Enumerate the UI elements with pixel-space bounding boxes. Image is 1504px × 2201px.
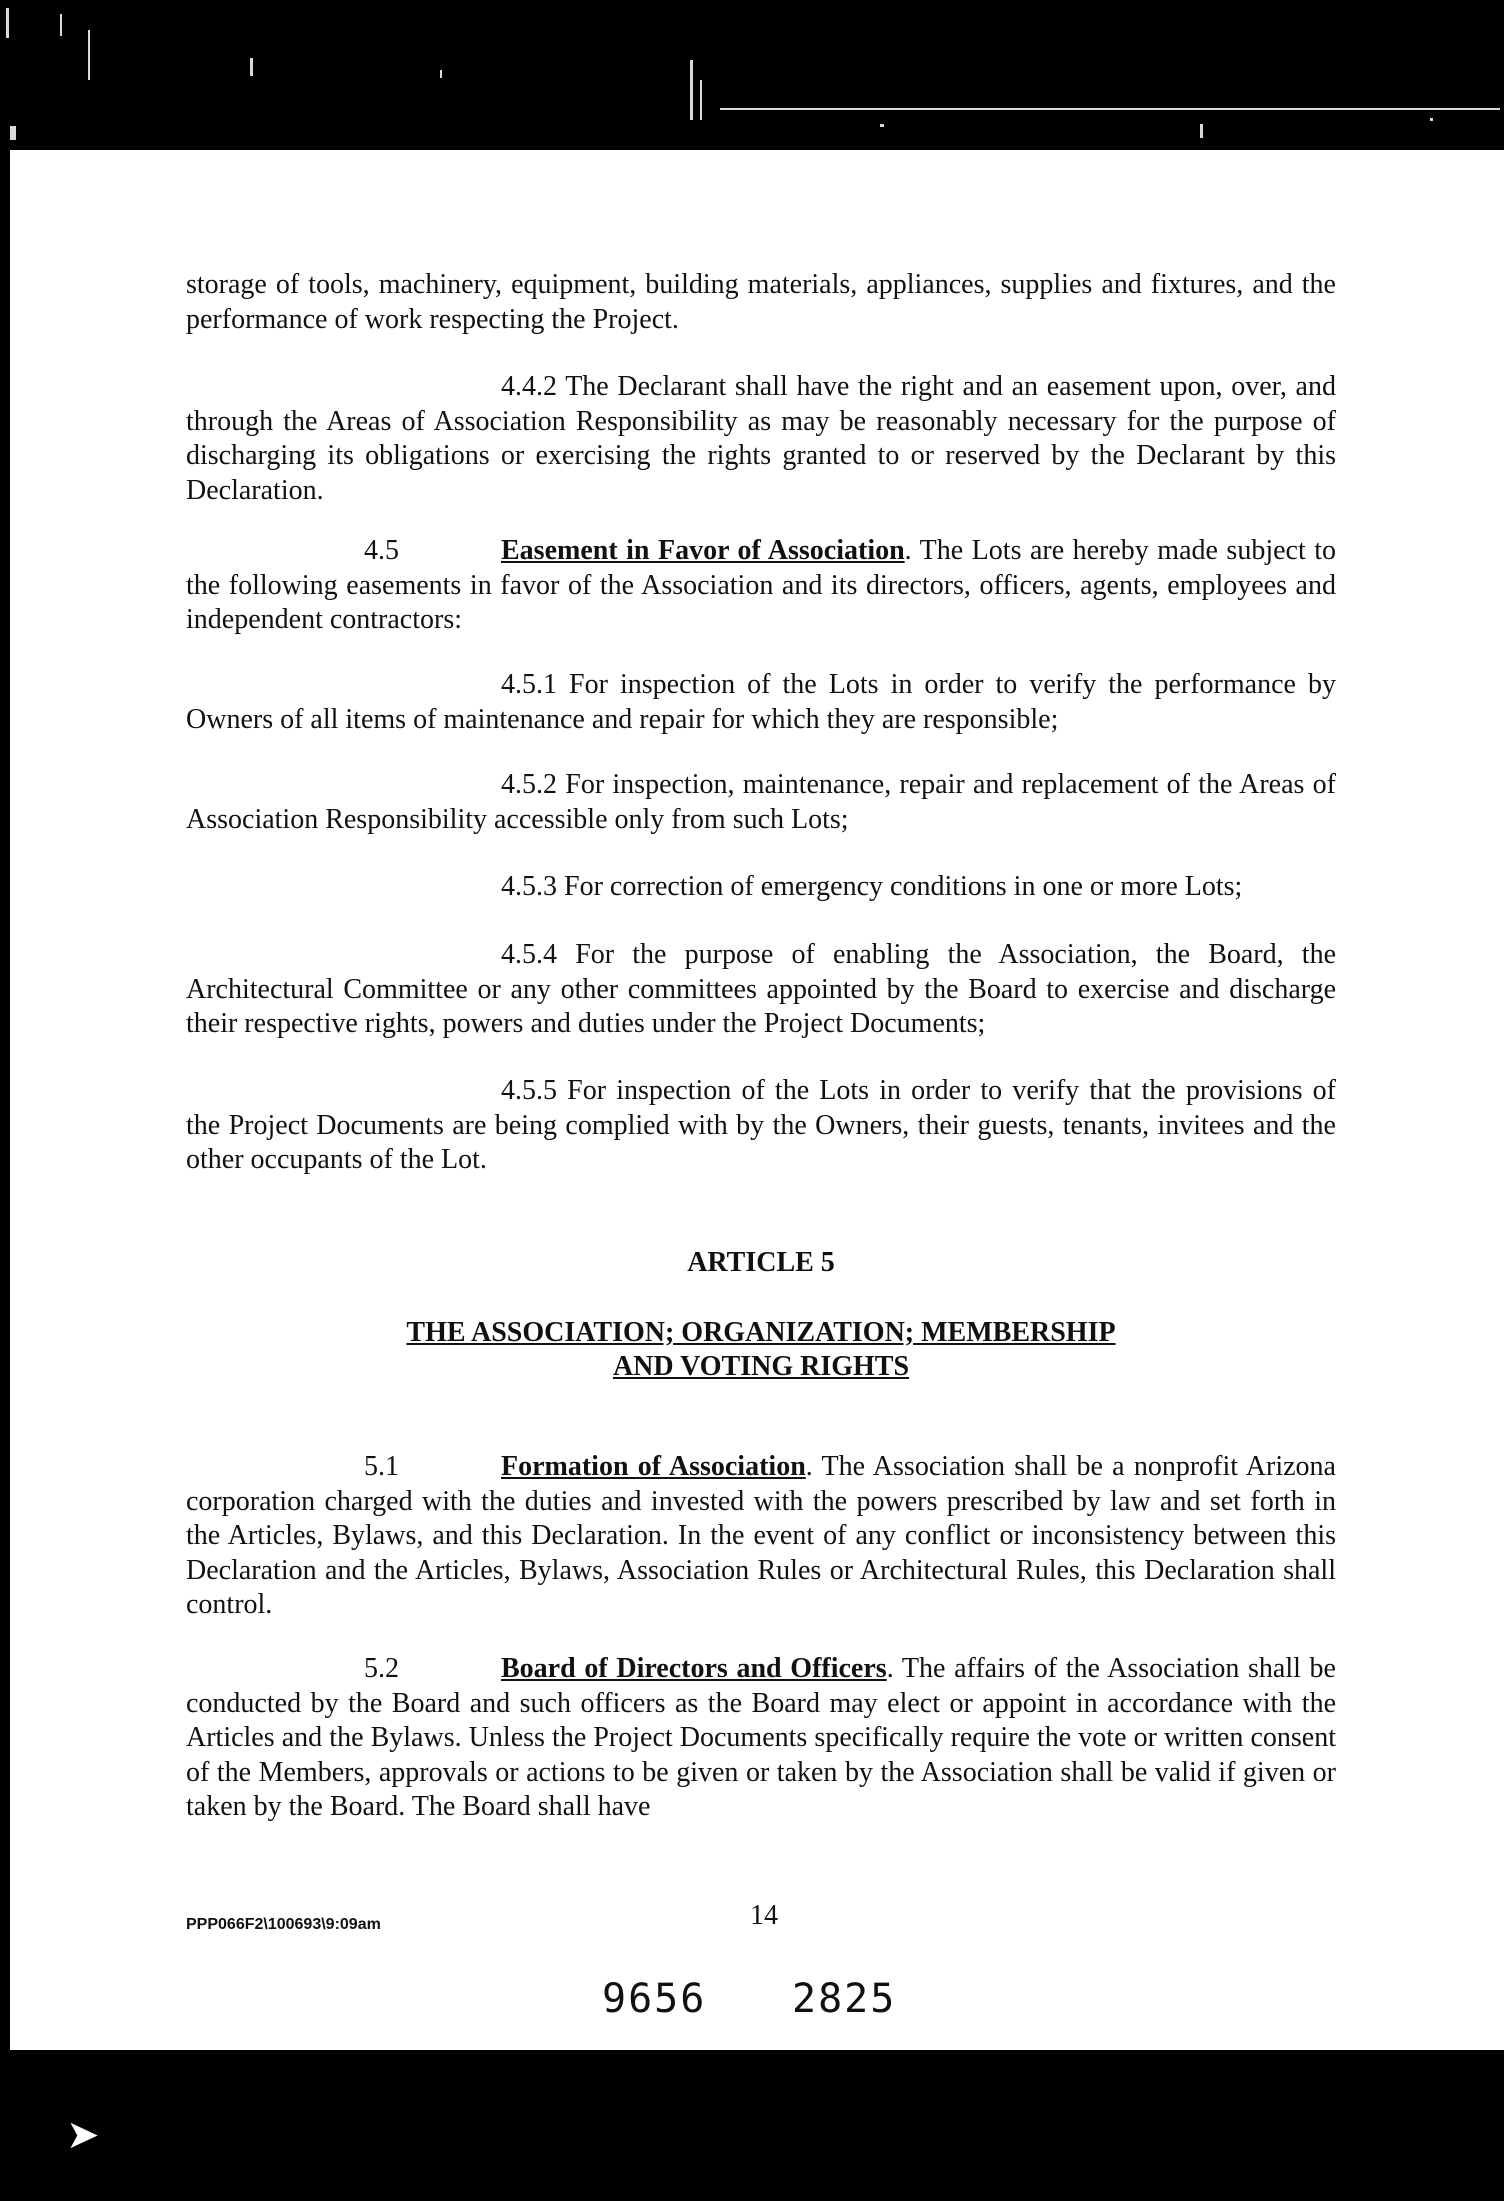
paragraph-4-4-2: 4.4.2 The Declarant shall have the right and an easement upon, over, and through the Areas of Association Responsibility as may be reasonably necessary for the purpose of discharging its obligations or exercising the rights granted to or reserved by the Declarant by this Declaration. <box>186 371 1336 506</box>
section-number: 5.2 <box>364 1653 399 1684</box>
section-number: 4.5.5 <box>501 1075 557 1106</box>
paragraph-4-5-2: 4.5.2 For inspection, maintenance, repair and replacement of the Areas of Association Responsibility accessible only from such Lots; <box>186 769 1336 835</box>
document-code: PPP066F2\100693\9:09am <box>186 1916 381 1933</box>
section-number: 4.5.4 <box>501 939 557 970</box>
scan-speck <box>700 80 702 120</box>
scan-speck <box>720 108 1500 110</box>
scan-speck <box>440 70 442 78</box>
stamp-number-left: 9656 <box>602 1976 707 2022</box>
section-number: 4.5.3 <box>501 871 557 902</box>
section-4-5: 4.5 Easement in Favor of Association. The Lots are hereby made subject to the following easements in favor of the Association and its directors, officers, agents, employees and independent contractors: <box>186 535 1337 635</box>
paragraph-storage: storage of tools, machinery, equipment, building materials, appliances, supplies and fixtures, and the performance of work respecting the Project. <box>186 269 1336 335</box>
section-title: Board of Directors and Officers <box>501 1653 887 1684</box>
section-5-2: 5.2 Board of Directors and Officers. The affairs of the Association shall be conducted by the Board and such officers as the Board may elect or appoint in accordance with the Articles and the Bylaws. Unless the Project Documents specifically require the vote or written consent of the Members, approvals or actions to be given or taken by the Association shall be valid if given or taken by the Board. The Board shall have <box>186 1653 1336 1822</box>
paragraph-4-5-5: 4.5.5 For inspection of the Lots in order to verify that the provisions of the Project Documents are being complied with by the Owners, their guests, tenants, invitees and the other occupants of the Lot. <box>186 1075 1336 1175</box>
scan-speck <box>690 60 693 120</box>
section-number: 4.5.2 <box>501 769 557 800</box>
scan-top-border <box>0 0 1504 150</box>
article-heading: ARTICLE 5 <box>687 1247 835 1278</box>
article-title-line-2: AND VOTING RIGHTS <box>612 1351 910 1382</box>
page-number: 14 <box>750 1900 778 1931</box>
section-number: 5.1 <box>364 1451 399 1482</box>
section-title: Easement in Favor of Association <box>501 535 905 566</box>
paragraph-4-5-4: 4.5.4 For the purpose of enabling the Association, the Board, the Architectural Committee or any other committees appointed by the Board to exercise and discharge their respective rights, powers and duties under the Project Documents; <box>186 939 1337 1039</box>
scan-speck <box>6 8 9 38</box>
scan-speck <box>1200 124 1203 138</box>
scan-speck <box>250 58 253 76</box>
section-title: Formation of Association <box>501 1451 806 1482</box>
section-number: 4.5 <box>364 535 399 566</box>
stamp-number-right: 2825 <box>792 1976 897 2022</box>
scan-arrow-mark: ➤ <box>66 2112 100 2158</box>
document-page <box>10 150 1504 2050</box>
scan-speck <box>10 126 16 140</box>
paragraph-4-5-1: 4.5.1 For inspection of the Lots in order to verify the performance by Owners of all items of maintenance and repair for which they are responsible; <box>186 669 1336 735</box>
article-title-line-1: THE ASSOCIATION; ORGANIZATION; MEMBERSHIP <box>406 1317 1116 1348</box>
section-number: 4.5.1 <box>501 669 557 700</box>
scan-speck <box>1430 118 1433 121</box>
scan-speck <box>880 124 884 127</box>
scan-speck <box>60 14 62 36</box>
scan-speck <box>88 30 90 80</box>
paragraph-4-5-3: 4.5.3 For correction of emergency conditions in one or more Lots; <box>501 871 1243 902</box>
section-number: 4.4.2 <box>501 371 557 402</box>
section-5-1: 5.1 Formation of Association. The Association shall be a nonprofit Arizona corporation charged with the duties and invested with the powers prescribed by law and set forth in the Articles, Bylaws, and this Declaration. In the event of any conflict or inconsistency between this Declaration and the Articles, Bylaws, Association Rules or Architectural Rules, this Declaration shall control. <box>186 1451 1336 1620</box>
